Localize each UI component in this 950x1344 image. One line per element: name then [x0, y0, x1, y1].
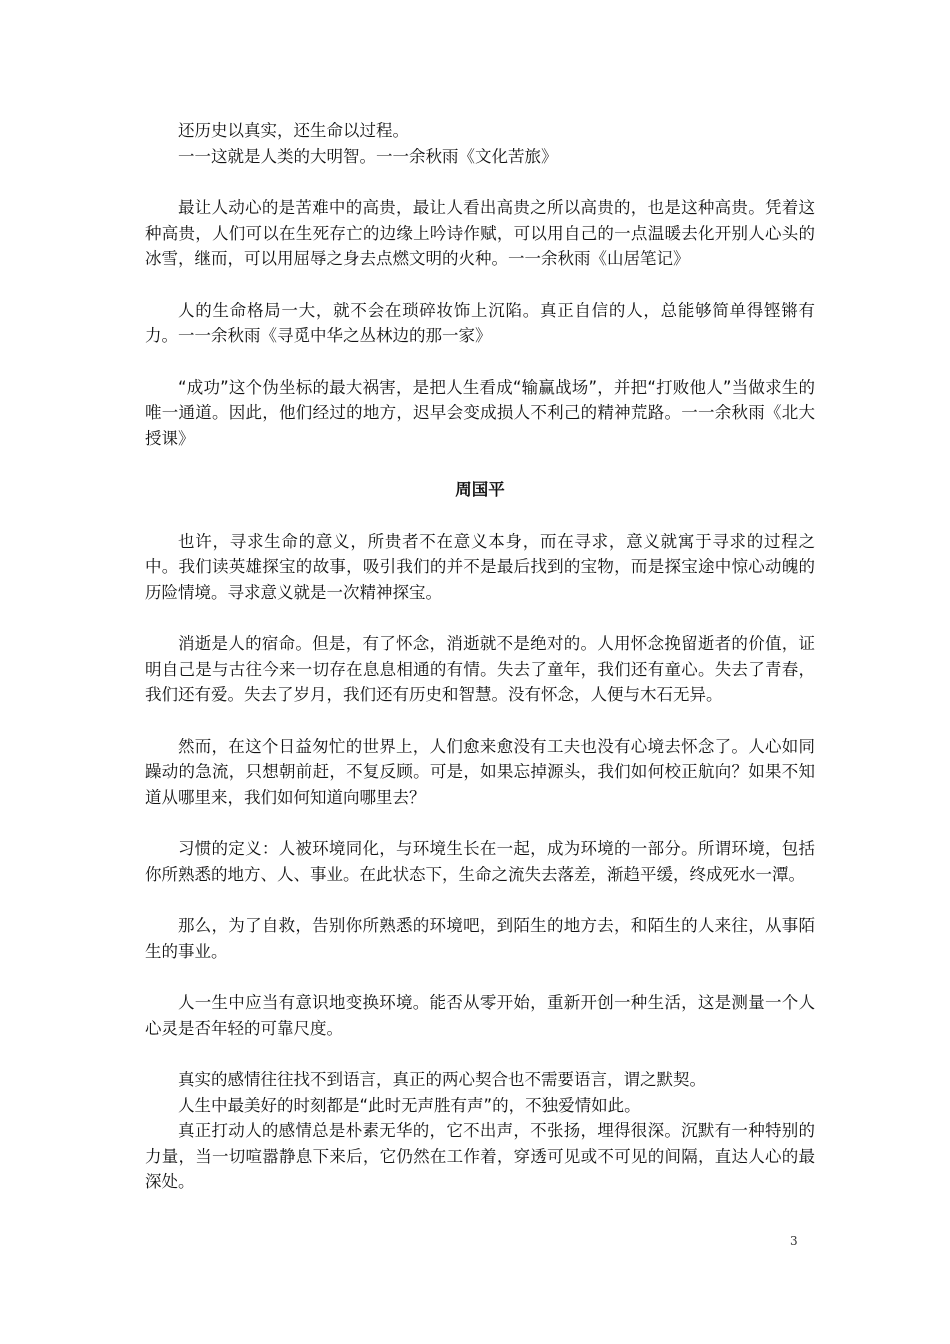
- paragraph: 人生中最美好的时刻都是“此时无声胜有声”的，不独爱情如此。: [178, 1095, 641, 1115]
- paragraph: 还历史以真实，还生命以过程。: [178, 121, 409, 140]
- document-body: [145, 118, 815, 1195]
- paragraph: 习惯的定义：人被环境同化，与环境生长在一起，成为环境的一部分。所谓环境，包括你所熟悉的地方、人、事业。在此状态下，生命之流失去落差，渐趋平缓，终成死水一潭。: [145, 839, 815, 884]
- paragraph: 真正打动人的感情总是朴素无华的，它不出声，不张扬，埋得很深。沉默有一种特别的力量，当一切喧嚣静息下来后，它仍然在工作着，穿透可见或不可见的间隔，直达人心的最深处。: [145, 1121, 815, 1191]
- paragraph: 也许，寻求生命的意义，所贵者不在意义本身，而在寻求，意义就寓于寻求的过程之中。我们读英雄探宝的故事，吸引我们的并不是最后找到的宝物，而是探宝途中惊心动魄的历险情境。寻求意义就是一次精神探宝。: [145, 531, 815, 602]
- paragraph: 人的生命格局一大，就不会在琐碎妆饰上沉陷。真正自信的人，总能够简单得铿锵有力。一一余秋雨《寻觅中华之丛林边的那一家》: [145, 300, 815, 345]
- paragraph: 一一这就是人类的大明智。一一余秋雨《文化苦旅》: [178, 146, 558, 166]
- paragraph: “成功”这个伪坐标的最大祸害，是把人生看成“输赢战场”，并把“打败他人”当做求生的唯一通道。因此，他们经过的地方，迟早会变成损人不利己的精神荒路。一一余秋雨《北大授课》: [145, 377, 815, 448]
- page-number: 3: [790, 1234, 798, 1248]
- paragraph: 然而，在这个日益匆忙的世界上，人们愈来愈没有工夫也没有心境去怀念了。人心如同躁动的急流，只想朝前赶，不复反顾。可是，如果忘掉源头，我们如何校正航向？如果不知道从哪里来，我们如何知道向哪里去？: [145, 736, 815, 807]
- paragraph: 最让人动心的是苦难中的高贵，最让人看出高贵之所以高贵的，也是这种高贵。凭着这种高贵，人们可以在生死存亡的边缘上吟诗作赋，可以用自己的一点温暖去化开别人心头的冰雪，继而，可以用屈辱之身去点燃文明的火种。一一余秋雨《山居笔记》: [145, 198, 815, 268]
- paragraph: 消逝是人的宿命。但是，有了怀念，消逝就不是绝对的。人用怀念挽留逝者的价值，证明自己是与古往今来一切存在息息相通的有情。失去了童年，我们还有童心。失去了青春，我们还有爱。失去了岁月，我们还有历史和智慧。没有怀念，人便与木石无异。: [145, 634, 815, 704]
- section-heading: 周国平: [455, 480, 505, 499]
- paragraph: 人一生中应当有意识地变换环境。能否从零开始，重新开创一种生活，这是测量一个人心灵是否年轻的可靠尺度。: [145, 993, 815, 1038]
- paragraph: 那么，为了自救，告别你所熟悉的环境吧，到陌生的地方去，和陌生的人来往，从事陌生的事业。: [145, 916, 815, 961]
- paragraph: 真实的感情往往找不到语言，真正的两心契合也不需要语言，谓之默契。: [178, 1070, 706, 1089]
